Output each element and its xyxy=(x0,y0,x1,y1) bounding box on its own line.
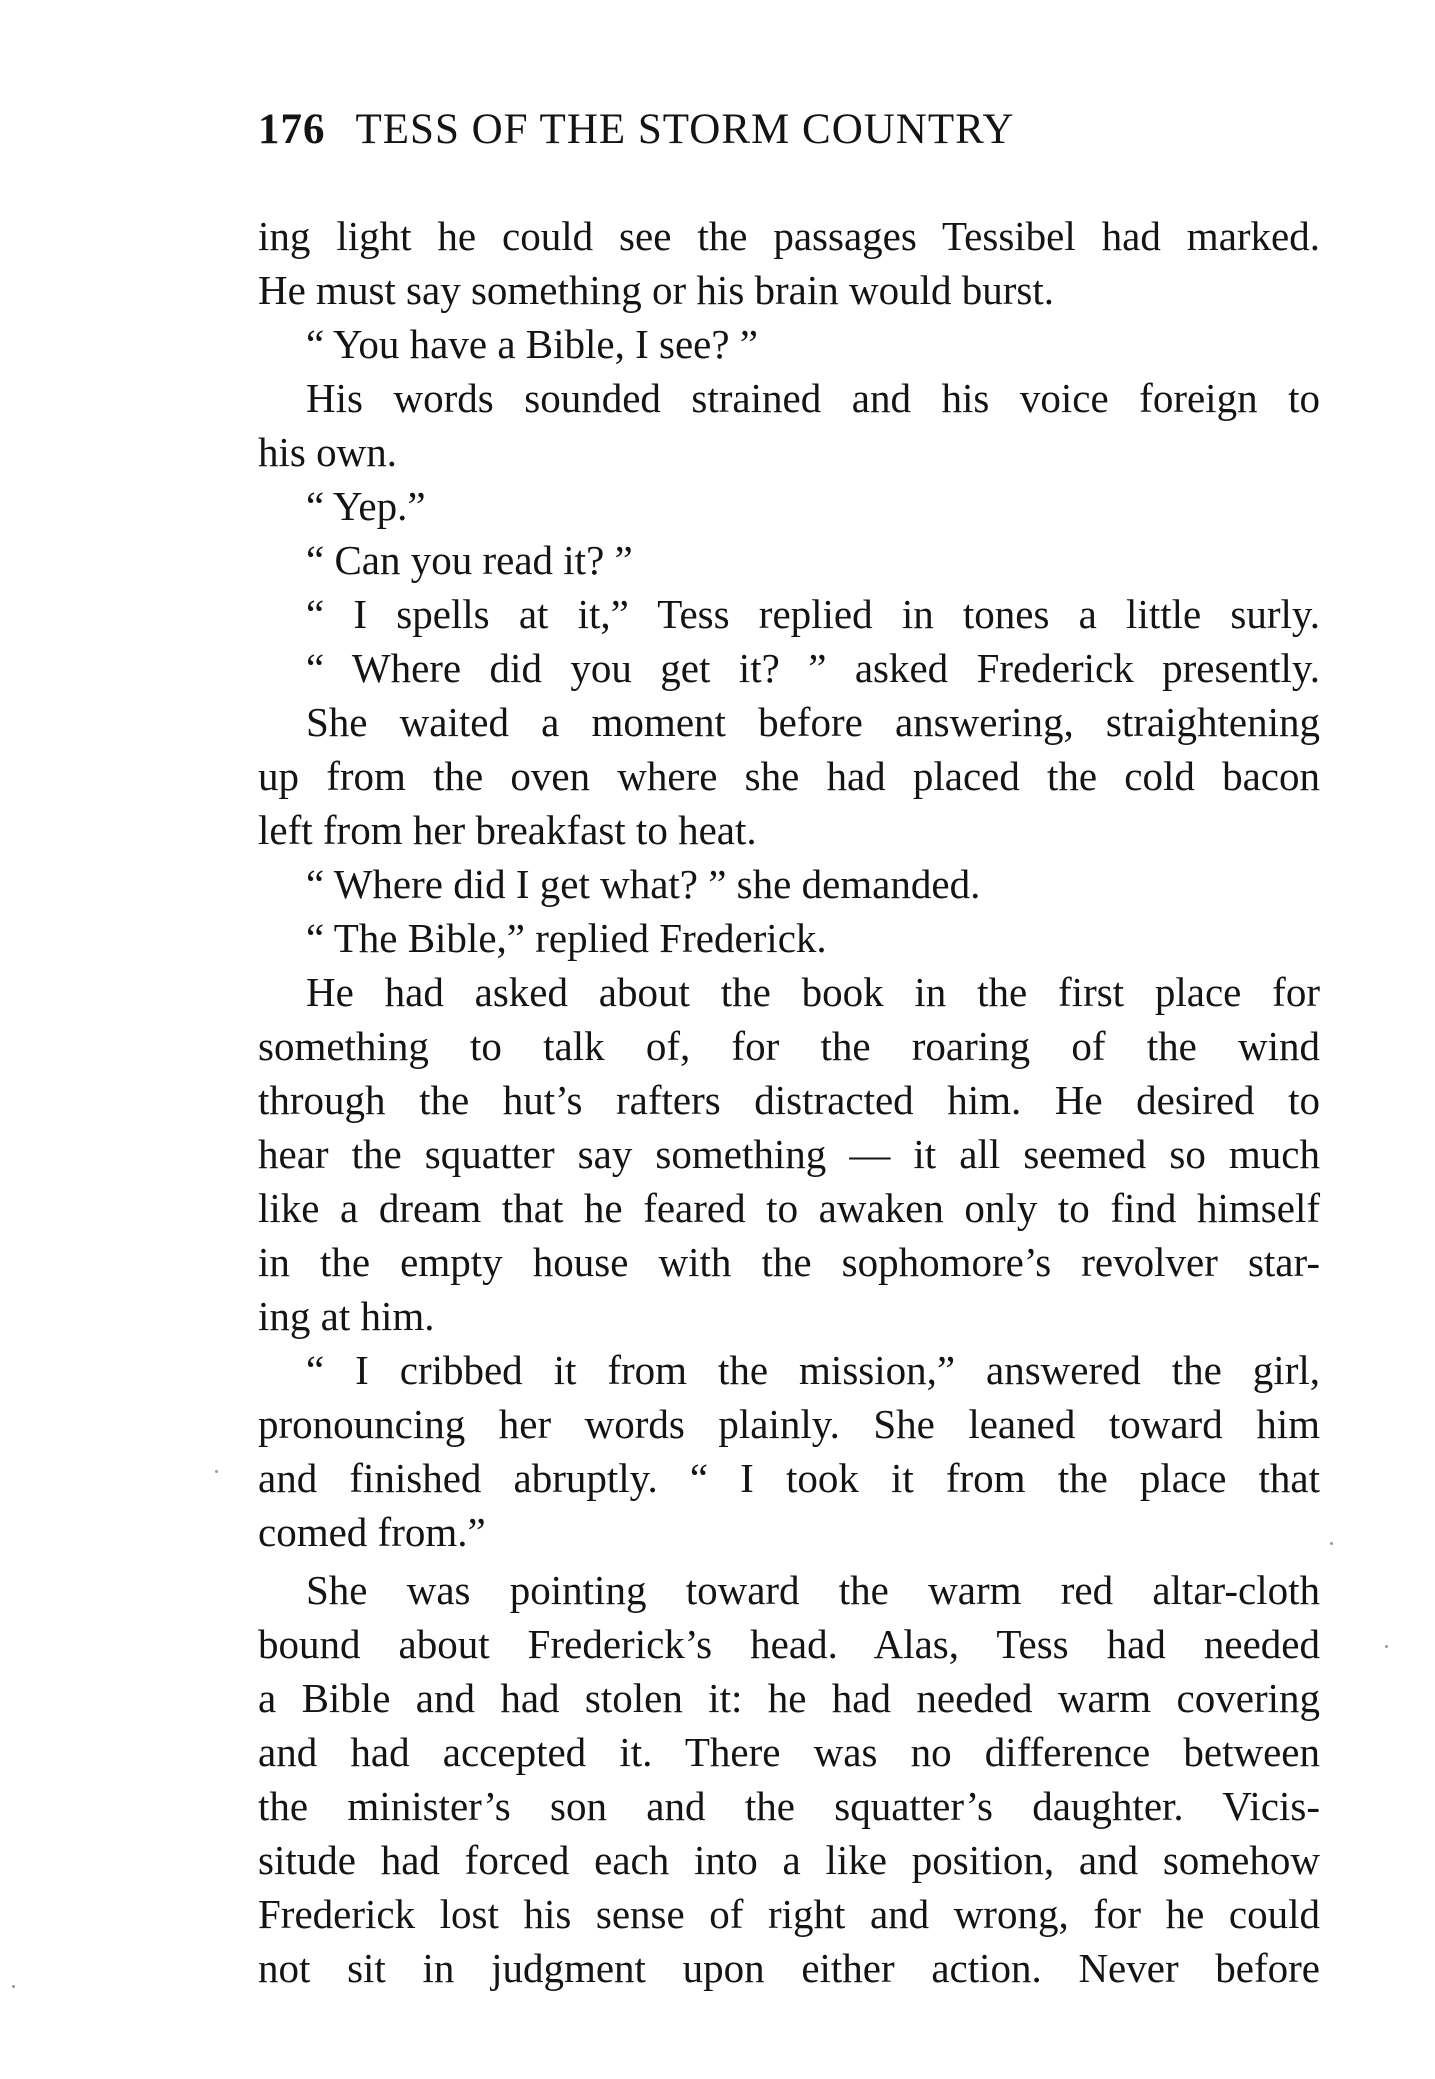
text-line: left from her breakfast to heat. xyxy=(258,807,757,853)
paper-speck xyxy=(1385,1645,1388,1648)
text-line: ing light he could see the passages Tessibel had marked. xyxy=(258,213,1320,259)
text-line: situde had forced each into a like position, and somehow xyxy=(258,1837,1320,1883)
text-line: “ Where did you get it? ” asked Frederick presently. xyxy=(306,645,1320,691)
text-line: “ Yep.” xyxy=(306,483,426,529)
text-line: up from the oven where she had placed the cold bacon xyxy=(258,753,1320,799)
text-line: a Bible and had stolen it: he had needed warm covering xyxy=(258,1675,1320,1721)
text-line: “ The Bible,” replied Frederick. xyxy=(306,915,827,961)
text-line: through the hut’s rafters distracted him. He desired to xyxy=(258,1077,1320,1123)
text-line: Frederick lost his sense of right and wrong, for he could xyxy=(258,1891,1320,1937)
text-line: not sit in judgment upon either action. Never before xyxy=(258,1945,1320,1991)
text-line: hear the squatter say something — it all seemed so much xyxy=(258,1131,1320,1177)
text-line: bound about Frederick’s head. Alas, Tess had needed xyxy=(258,1621,1320,1667)
paper-speck xyxy=(1330,1542,1333,1545)
text-line: like a dream that he feared to awaken only to find himself xyxy=(258,1185,1320,1231)
running-title: TESS OF THE STORM COUNTRY xyxy=(355,106,1015,153)
text-line: “ Where did I get what? ” she demanded. xyxy=(306,861,981,907)
text-line: his own. xyxy=(258,429,397,475)
text-line: She was pointing toward the warm red altar-cloth xyxy=(306,1567,1320,1613)
text-line: His words sounded strained and his voice foreign to xyxy=(306,375,1320,421)
text-line: ing at him. xyxy=(258,1293,435,1339)
text-line: the minister’s son and the squatter’s daughter. Vicis- xyxy=(258,1783,1320,1829)
text-line: He had asked about the book in the first place for xyxy=(306,969,1320,1015)
text-line: comed from.” xyxy=(258,1509,486,1555)
text-line: something to talk of, for the roaring of the wind xyxy=(258,1023,1320,1069)
text-line: “ I spells at it,” Tess replied in tones a little surly. xyxy=(306,591,1320,637)
text-line: She waited a moment before answering, straightening xyxy=(306,699,1320,745)
text-line: in the empty house with the sophomore’s revolver star- xyxy=(258,1239,1320,1285)
text-line: and had accepted it. There was no difference between xyxy=(258,1729,1320,1775)
text-line: “ I cribbed it from the mission,” answered the girl, xyxy=(306,1347,1320,1393)
text-line: “ Can you read it? ” xyxy=(306,537,633,583)
text-line: and finished abruptly. “ I took it from the place that xyxy=(258,1455,1320,1501)
text-line: He must say something or his brain would burst. xyxy=(258,267,1055,313)
page-number: 176 xyxy=(258,106,326,153)
paper-speck xyxy=(215,1470,218,1473)
text-line: “ You have a Bible, I see? ” xyxy=(306,321,759,367)
text-line: pronouncing her words plainly. She leaned toward him xyxy=(258,1401,1320,1447)
paper-speck xyxy=(12,1985,15,1988)
running-header xyxy=(258,105,1318,165)
